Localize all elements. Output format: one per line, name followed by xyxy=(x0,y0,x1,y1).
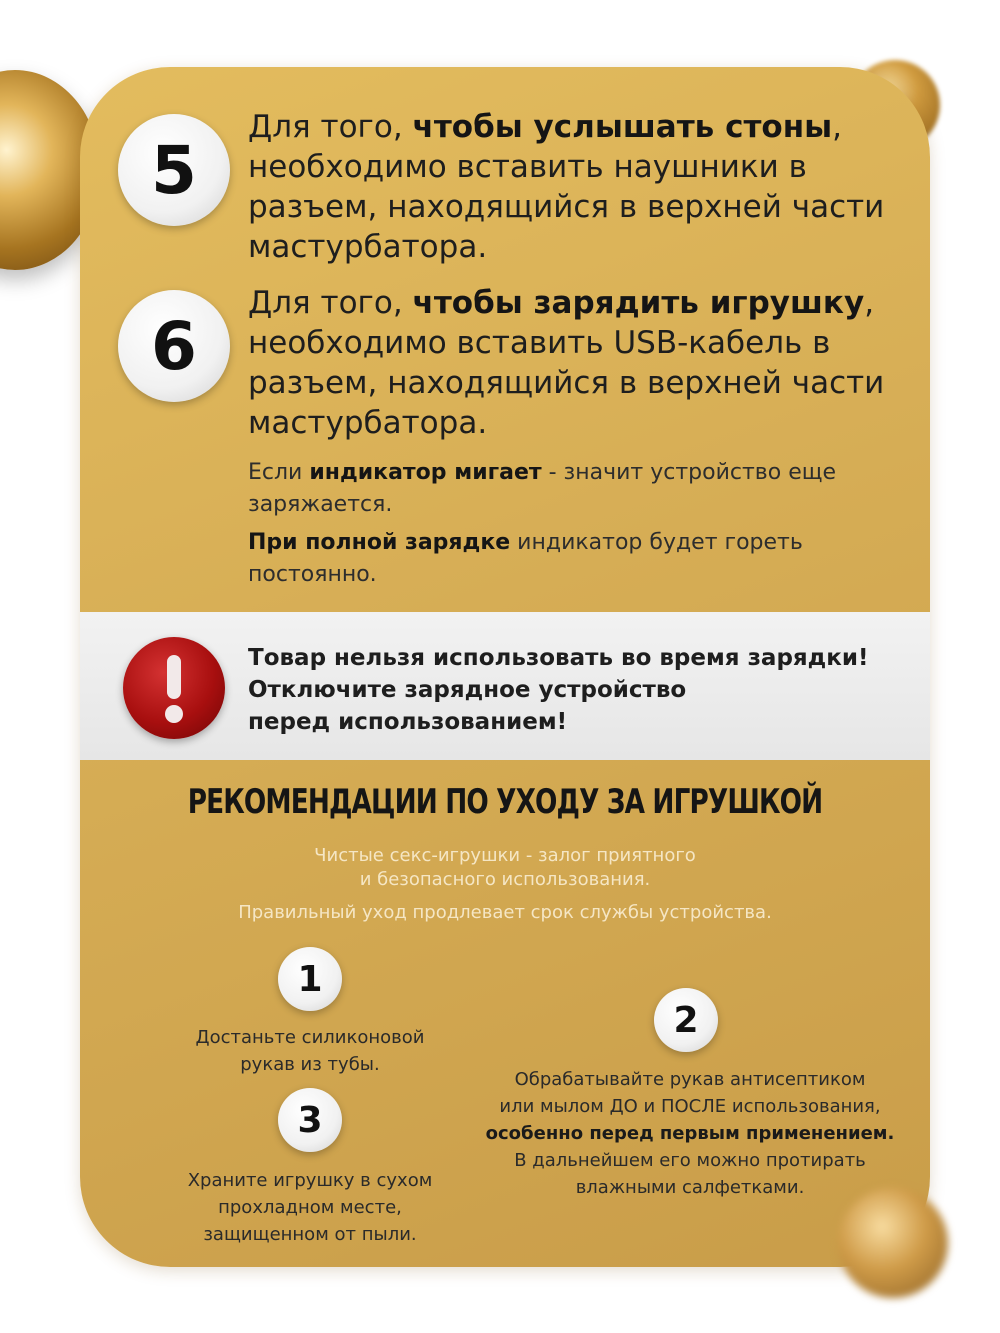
tip-2-number: 2 xyxy=(673,999,699,1041)
tip-3-line-2: прохладном месте, xyxy=(218,1197,402,1218)
step-6-text-bold: чтобы зарядить игрушку xyxy=(412,285,865,321)
step-5-text-end: , необходимо вставить наушники в разъем, находящийся в верхней части мастурбатора. xyxy=(248,109,885,265)
warning-line-1: Товар нельзя использовать во время зарядки! xyxy=(248,645,869,671)
step-5-number-badge xyxy=(118,114,230,226)
note-1-end: - значит устройство еще заряжается. xyxy=(248,460,836,517)
tip-3-number: 3 xyxy=(297,1099,323,1141)
note-1-bold: индикатор мигает xyxy=(309,460,542,485)
step-5-number: 5 xyxy=(151,131,197,209)
note-2-bold: При полной зарядке xyxy=(248,530,511,555)
tip-1-text xyxy=(160,1024,460,1078)
tip-2-line-1: Обрабатывайте рукав антисептиком xyxy=(514,1069,866,1090)
tip-2-number-badge xyxy=(654,988,718,1052)
step-6-text-start: Для того, xyxy=(248,285,413,321)
care-title: РЕКОМЕНДАЦИИ ПО УХОДУ ЗА ИГРУШКОЙ xyxy=(187,782,823,822)
exclamation-icon xyxy=(123,637,225,739)
tip-2-line-4: В дальнейшем его можно протирать xyxy=(514,1150,866,1171)
note-2-end: индикатор будет гореть постоянно. xyxy=(248,530,803,587)
step-5-text-start: Для того, xyxy=(248,109,413,145)
tip-1-number-badge xyxy=(278,947,342,1011)
warning-text xyxy=(248,642,908,738)
care-subtitle-1-line-2: и безопасного использования. xyxy=(359,869,651,890)
warning-line-2: Отключите зарядное устройство xyxy=(248,677,687,703)
tip-2-line-3-bold: особенно перед первым применением. xyxy=(485,1123,895,1144)
tip-1-number: 1 xyxy=(297,958,323,1000)
tip-2-text xyxy=(475,1066,905,1201)
note-1-start: Если xyxy=(248,460,310,485)
tip-3-number-badge xyxy=(278,1088,342,1152)
tip-2-line-2: или мылом ДО и ПОСЛЕ использования, xyxy=(499,1096,881,1117)
care-subtitle-1 xyxy=(80,844,930,892)
tip-3-text xyxy=(160,1167,460,1248)
tip-1-line-1: Достаньте силиконовой xyxy=(195,1027,425,1048)
decorative-gold-ball-bottom-right xyxy=(838,1188,948,1298)
step-5-text xyxy=(248,107,888,267)
tip-2-line-5: влажными салфетками. xyxy=(575,1177,805,1198)
tip-3-line-3: защищенном от пыли. xyxy=(203,1224,417,1245)
step-6-text-end: , необходимо вставить USB-кабель в разъем, находящийся в верхней части мастурбатора. xyxy=(248,285,885,441)
indicator-note-full xyxy=(248,527,868,591)
step-5-text-bold: чтобы услышать стоны xyxy=(412,109,833,145)
tip-1-line-2: рукав из тубы. xyxy=(240,1054,380,1075)
step-6-text xyxy=(248,283,888,443)
care-subtitle-1-line-1: Чистые секс-игрушки - залог приятного xyxy=(314,845,696,866)
step-6-number-badge xyxy=(118,290,230,402)
warning-line-3: перед использованием! xyxy=(248,709,568,735)
indicator-note-blinking xyxy=(248,457,868,521)
care-subtitle-2: Правильный уход продлевает срок службы устройства. xyxy=(238,902,772,923)
step-6-number: 6 xyxy=(151,307,197,385)
instruction-card xyxy=(80,67,930,1267)
tip-3-line-1: Храните игрушку в сухом xyxy=(187,1170,433,1191)
